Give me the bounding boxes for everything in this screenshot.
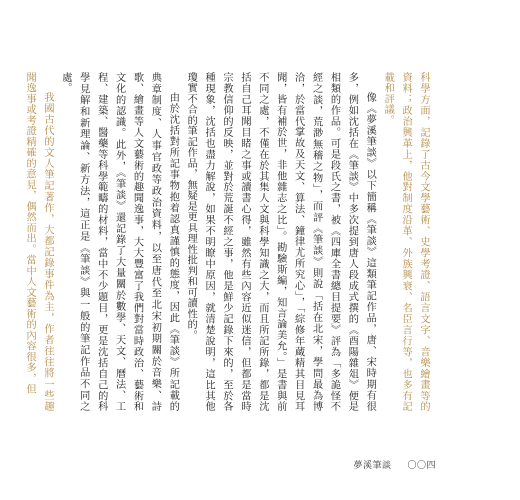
footer-page-number: 〇〇四 (407, 461, 436, 471)
footer-book-title: 夢溪筆談 (353, 461, 392, 471)
paragraph-2: 像《夢溪筆談》以下簡稱《筆談》這類筆記作品，唐、宋時期有很多，例如沈括在《筆談》中多次提到唐人段成式撰的《酉陽雜俎》便是相類的作品。可是段氏之書，被《四庫全書總目提要》評為「多詭怪不經之談，荒渺無稽之物」，而評《筆談》則說「括在北宋，學問最為博洽，於當代掌故及天文、算法、鐘律尤所究心」，「綜修年蔵精其目見耳聞，皆有補於世，非他雜志之比」。勘驗斯編，知言論美允。」是書與前不同之處，不僅在於其集人文與科學知識之大，而且所記所錄，都是沈括自己耳聞目睹之事或讀書心得，雖然有些內容近似迷信，但都是當時宗教信仰的反映，並對於荒誕不經之事，他是鮮少記錄下來的，至於各種現象，沈括也盡力解說，如果不明瞭中原因，就清楚說明，這比其他瓊實不合的筆記作品，無疑是更具理性批判和可讀性的。 (185, 72, 376, 412)
paragraph-4: 我國古代的文人筆記著作，大都記錄事件為主，作者往往將一些趣聞逸事或考證精確的意見，偶然而出。當中人文藝術的內容很多，但 (24, 72, 53, 412)
main-text-block (24, 72, 432, 412)
page-footer (353, 458, 436, 471)
paragraph-1: 科學方面，記錄了古今文學藝術、史學考證、語言文字、音樂繪畫等的資料；政治興革上，他對制度沿革、外族興衰、名臣言行等，也多有記載和評議。 (382, 72, 429, 412)
paragraph-3: 由於沈括對所記事物抱着認真謹慎的態度，因此《筆談》所記載的典章制度、人事官政等政治資料，以至唐代至北宋初期關於音樂、詩歌、繪畫等人文藝術的趣聞逸事，大大豐富了我們對當時政治、藝術和文化的認識。此外，《筆談》還記錄了大量關於數學、天文、曆法、工程、建築、醫藥等科學範疇的材料，當中不少題目，更是沈括自己的科學見解和新理論、新方法，這正是《筆談》與一般的筆記作品不同之處。 (59, 72, 179, 412)
